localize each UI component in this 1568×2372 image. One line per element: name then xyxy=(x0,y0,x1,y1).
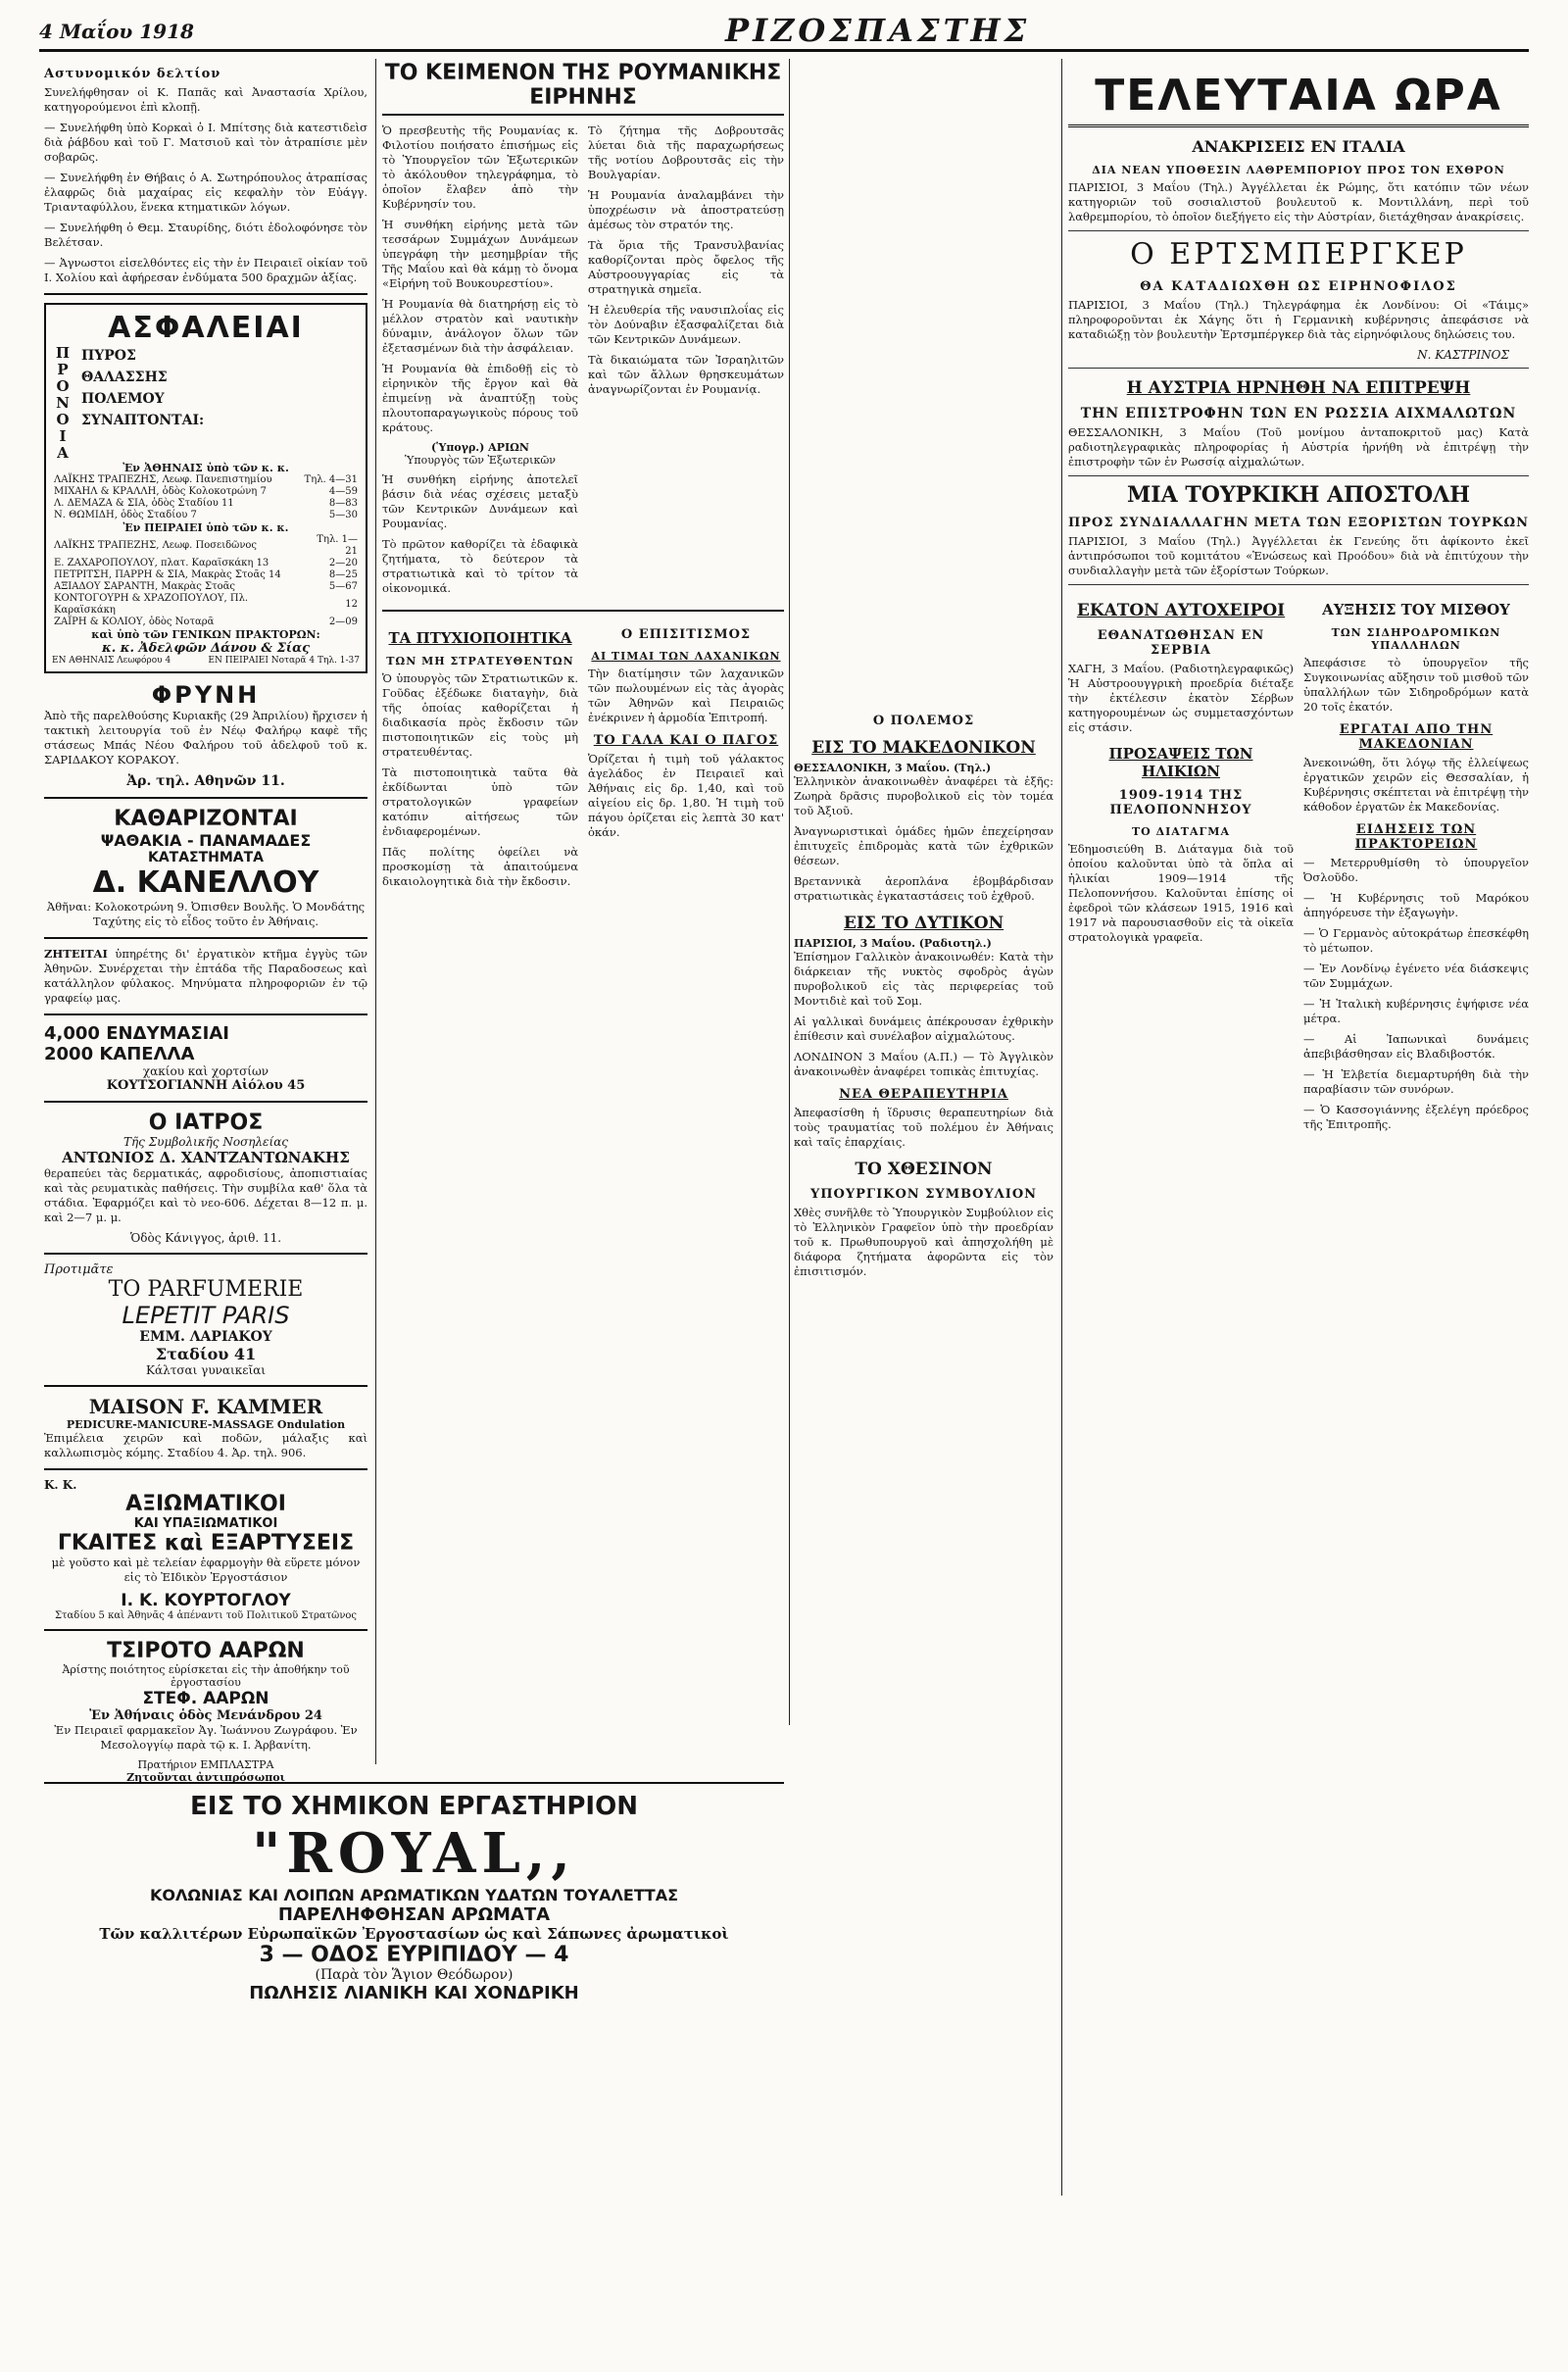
agent-row xyxy=(52,569,360,581)
column-rule xyxy=(375,59,376,1764)
agent-row xyxy=(52,474,360,486)
agents-address: ΕΝ ΑΘΗΝΑΙΣ Λεωφόρου 4 xyxy=(52,656,172,666)
fryni-title: ΦΡΥΝΗ xyxy=(151,681,261,709)
article-paragraph: Ἀνεκοινώθη, ὅτι λόγῳ τῆς ἐλλείψεως ἐργατικῶν χειρῶν εἰς Θεσσαλίαν, ἡ Κυβέρνησις σκέπτεται νὰ ἐπιτρέψῃ τὴν κάθοδον ἐργατῶν ἐκ Μακεδονίας. xyxy=(1303,756,1529,814)
supply-title: Ο ΕΠΙΣΙΤΙΣΜΟΣ xyxy=(620,627,752,642)
agent-phone: 8—25 xyxy=(328,569,358,580)
war-section-title: Ο ΠΟΛΕΜΟΣ xyxy=(872,714,975,728)
divider xyxy=(1068,230,1529,231)
tsiroto-title: ΤΣΙΡΟΤΟ ΑΑΡΩΝ xyxy=(107,1639,305,1663)
divider xyxy=(44,1782,784,1784)
royal-sales: ΠΩΛΗΣΙΣ ΛΙΑΝΙΚΗ ΚΑΙ ΧΟΝΔΡΙΚΗ xyxy=(249,1983,579,2003)
news-item: — Αἱ Ἰαπωνικαὶ δυνάμεις ἀπεβιβάσθησαν εἰς Βλαδιβοστόκ. xyxy=(1303,1032,1529,1061)
article-paragraph: Ἡ Ρουμανία θὰ διατηρήσῃ εἰς τὸ μέλλον στρατὸν καὶ ναυτικὴν δύναμιν, ἀνάλογον ὅλων τῶν ἐξετασμένων διὰ τὴν ἀσφάλειαν. xyxy=(382,297,578,355)
agent-phone: Τηλ. 1—21 xyxy=(317,534,358,557)
royal-address: 3 — ΟΔΟΣ ΕΥΡΙΠΙΔΟΥ — 4 xyxy=(259,1943,569,1967)
divider xyxy=(44,797,368,799)
divider xyxy=(1068,368,1529,369)
signature: (Ὑπογρ.) ΑΡΙΩΝ xyxy=(431,441,529,454)
doctor-name: ΑΝΤΩΝΙΟΣ Δ. ΧΑΝΤΖΑΝΤΩΝΑΚΗΣ xyxy=(62,1149,350,1166)
agent-name: ΛΑΪΚΗΣ ΤΡΑΠΕΖΗΣ, Λεωφ. Πανεπιστημίου xyxy=(54,474,272,485)
turkish-mission-subtitle: ΠΡΟΣ ΣΥΝΔΙΑΛΛΑΓΗΝ ΜΕΤΑ ΤΩΝ ΕΞΟΡΙΣΤΩΝ ΤΟΥΡΚΩΝ xyxy=(1068,516,1530,530)
insurance-type: ΠΟΛΕΜΟΥ xyxy=(81,391,165,407)
piraeus-agents xyxy=(52,534,360,628)
lower-articles xyxy=(382,619,784,895)
column-rule xyxy=(1061,59,1062,2196)
author-signature: Ν. ΚΑΣΤΡΙΝΟΣ xyxy=(1417,348,1509,362)
cabinet-subtitle: ΥΠΟΥΡΓΙΚΟΝ ΣΥΜΒΟΥΛΙΟΝ xyxy=(809,1187,1038,1202)
insurance-type: ΠΥΡΟΣ xyxy=(81,348,136,364)
general-agents-name: κ. κ. Ἀδελφῶν Δάνου & Σίας xyxy=(101,641,311,656)
police-report-item: — Συνελήφθη ὁ Θεμ. Σταυρίδης, διότι ἐδολοφόνησε τὸν Βελέτσαν. xyxy=(44,221,368,249)
cleaning-subtitle: ΨΑΘΑΚΙΑ - ΠΑΝΑΜΑΔΕΣ xyxy=(100,831,312,850)
news-pair xyxy=(1068,591,1529,1138)
news-item: — Ἡ Ἑλβετία διεμαρτυρήθη διὰ τὴν παραβίασιν τῶν συνόρων. xyxy=(1303,1067,1529,1096)
kourtoglou-name: Ι. Κ. ΚΟΥΡΤΟΓΛΟΥ xyxy=(121,1591,291,1610)
kanellou-name: Δ. ΚΑΝΕΛΛΟΥ xyxy=(92,865,319,900)
general-agents-heading: καὶ ὑπὸ τῶν ΓΕΝΙΚΩΝ ΠΡΑΚΤΟΡΩΝ: xyxy=(91,628,320,641)
article-paragraph: Ἀπεφασίσθη ἡ ἵδρυσις θεραπευτηρίων διὰ τοὺς τραυματίας τοῦ πολέμου ἐν Ἀθήναις καὶ ταῖς ἐπαρχίαις. xyxy=(794,1106,1054,1149)
athens-heading: Ἐν ἈΘΗΝΑΙΣ ὑπὸ τῶν κ. κ. xyxy=(122,462,289,474)
article-paragraph: Τὴν διατίμησιν τῶν λαχανικῶν τῶν πωλουμένων εἰς τὰς ἀγορὰς τῶν Ἀθηνῶν καὶ Πειραιῶς ἐνέκρινεν ἡ ἀρμοδία Ἐπιτροπή. xyxy=(588,667,784,724)
decree-heading: ΤΟ ΔΙΑΤΑΓΜΑ xyxy=(1131,825,1231,838)
main-article-right xyxy=(588,124,784,602)
article-paragraph: ΧΑΓΗ, 3 Μαΐου. (Ραδιοτηλεγραφικῶς) Ἡ Αὐστροουγγρικὴ προεδρία διέταξε τὴν ἐκτέλεσιν ἑκατὸν Σέρβων κατηγορουμένων ὡς συμμετασχόντων εἰς στάσιν. xyxy=(1068,662,1294,734)
article-paragraph: Ἀπεφάσισε τὸ ὑπουργεῖον τῆς Συγκοινωνίας αὔξησιν τοῦ μισθοῦ τῶν ὑπαλλήλων τῶν Σιδηροδρόμων κατὰ 20 τοῖς ἑκατόν. xyxy=(1303,656,1529,714)
article-paragraph: ΘΕΣΣΑΛΟΝΙΚΗ, 3 Μαΐου (Τοῦ μονίμου ἀνταποκριτοῦ μας) Κατὰ ραδιοτηλεγραφικὰς πληροφορίας ἡ Αὐστρία ἠρνήθη νὰ ἐπιτρέψῃ τὴν ἐπιστροφὴν τῶν ἐν Ρωσσίᾳ αἰχμαλώτων. xyxy=(1068,425,1529,469)
pronoia-letter: Ο xyxy=(56,377,70,395)
divider xyxy=(44,937,368,939)
column-war xyxy=(794,706,1054,2372)
royal-line-1: ΕΙΣ ΤΟ ΧΗΜΙΚΟΝ ΕΡΓΑΣΤΗΡΙΟΝ xyxy=(190,1792,638,1821)
salary-subtitle: ΤΩΝ ΣΙΔΗΡΟΔΡΟΜΙΚΩΝ ΥΠΑΛΛΗΛΩΝ xyxy=(1331,626,1501,652)
agent-name: ΚΟΝΤΟΓΟΥΡΗ & ΧΡΑΖΟΠΟΥΛΟΥ, Πλ. Καραϊσκάκη xyxy=(54,593,249,616)
aaron-address: Ἐν Ἀθήναις ὁδὸς Μενάνδρου 24 xyxy=(89,1708,322,1723)
royal-ad xyxy=(44,1774,784,2147)
italy-inquiry-title: ΑΝΑΚΡΙΣΕΙΣ ΕΝ ΙΤΑΛΙΑ xyxy=(1192,137,1405,156)
salary-title: ΑΥΞΗΣΙΣ ΤΟΥ ΜΙΣΘΟΥ xyxy=(1322,601,1510,618)
signature-title: Ὑπουργὸς τῶν Ἐξωτερικῶν xyxy=(405,454,556,467)
article-paragraph: Τὰ δικαιώματα τῶν Ἰσραηλιτῶν καὶ τῶν ἄλλων θρησκευμάτων ἀναγνωρίζονται ἐν Ρουμανίᾳ. xyxy=(588,353,784,396)
age-classes-title: ΠΡΟΣΑΨΕΙΣ ΤΩΝ ΗΛΙΚΙΩΝ xyxy=(1108,745,1253,780)
turkish-mission-title: ΜΙΑ ΤΟΥΡΚΙΚΗ ΑΠΟΣΤΟΛΗ xyxy=(1126,482,1471,508)
agent-phone: 5—67 xyxy=(328,581,358,592)
article-paragraph: Ἡ Ρουμανία ἀναλαμβάνει τὴν ὑποχρέωσιν νὰ ἀποστρατεύσῃ ἀμέσως τὸν στρατόν της. xyxy=(588,188,784,231)
agent-name: ΛΑΪΚΗΣ ΤΡΑΠΕΖΗΣ, Λεωφ. Ποσειδῶνος xyxy=(54,540,258,551)
milk-title: ΤΟ ΓΑΛΑ ΚΑΙ Ο ΠΑΓΟΣ xyxy=(593,733,779,748)
pronoia-block xyxy=(52,345,360,462)
divider xyxy=(44,1253,368,1255)
article-paragraph: Τὰ ὅρια τῆς Τρανσυλβανίας καθορίζονται πρὸς ὄφελος τῆς Αὐστροουγγαρίας εἰς τὰ στρατηγικὰ σημεῖα. xyxy=(588,238,784,296)
main-article-left xyxy=(382,124,578,602)
divider xyxy=(1068,475,1529,476)
gaiters-title: ΓΚΑΙΤΕΣ καὶ ΕΞΑΡΤΥΣΕΙΣ xyxy=(57,1531,355,1556)
police-report xyxy=(44,85,368,285)
divider xyxy=(44,1468,368,1470)
agent-row xyxy=(52,510,360,521)
agent-phone: 12 xyxy=(345,599,358,610)
certificates-subtitle: ΤΩΝ ΜΗ ΣΤΡΑΤΕΥΘΕΝΤΩΝ xyxy=(386,655,574,667)
divider xyxy=(44,1629,368,1631)
wanted-title: ΖΗΤΕΙΤΑΙ xyxy=(44,947,108,961)
paper-name: ΡΙΖΟΣΠΑΣΤΗΣ xyxy=(725,12,1031,49)
wanted-ad xyxy=(44,947,368,1006)
article-paragraph: Ἡ Ρουμανία θὰ ἐπιδοθῇ εἰς τὸ εἰρηνικὸν τῆς ἔργον καὶ θὰ ἐπιμείνῃ νὰ ἀναπτύξῃ τοὺς πλουτοπαραγωγικοὺς πόρους τοῦ κράτους. xyxy=(382,362,578,434)
article-paragraph: Τὸ ζήτημα τῆς Δοβρουτσᾶς λύεται διὰ τῆς παραχωρήσεως τῆς νοτίου Δοβρουτσᾶς εἰς τὴν Βουλγαρίαν. xyxy=(588,124,784,181)
maison-subtitle: PEDICURE-MANICURE-MASSAGE Ondulation xyxy=(66,1418,346,1431)
parfumerie-brand: LEPETIT PARIS xyxy=(122,1302,290,1329)
agent-phone: 2—09 xyxy=(328,617,358,627)
news-item: — Ἡ Κυβέρνησις τοῦ Μαρόκου ἀπηγόρευσε τὴν ἐξαγωγὴν. xyxy=(1303,891,1529,919)
agent-phone: 8—83 xyxy=(328,498,358,509)
agent-name: Ν. ΘΩΜΙΔΗ, ὁδὸς Σταδίου 7 xyxy=(54,510,197,520)
article-paragraph: Ἀναγνωριστικαὶ ὁμάδες ἡμῶν ἐπεχείρησαν ἐπιτυχεῖς ἐπιδρομὰς κατὰ τῶν ἐχθρικῶν θέσεων. xyxy=(794,824,1054,867)
erzberger-title: Ο ΕΡΤΣΜΠΕΡΓΚΕΡ xyxy=(1130,237,1467,272)
aaron-footer-2: Ζητοῦνται ἀντιπρόσωποι xyxy=(126,1771,285,1784)
fryni-text: Ἀπὸ τῆς παρελθούσης Κυριακῆς (29 Ἀπριλίου) ἤρχισεν ἡ τακτικὴ λειτουργία τοῦ ἐν Νέῳ Φαλήρῳ καφὲ τῆς στάσεως Μπάς Νέου Φαλήρου τοῦ ἀδελφοῦ τοῦ κ. ΣΑΡΙΔΑΚΟΥ ΚΟΡΑΚΟΥ. xyxy=(44,709,368,766)
agent-phone: 4—59 xyxy=(328,486,358,497)
article-paragraph: Χθὲς συνῆλθε τὸ Ὑπουργικὸν Συμβούλιον εἰς τὸ Ἑλληνικὸν Γραφεῖον ὑπὸ τὴν προεδρίαν τοῦ κ. Πρωθυπουργοῦ καὶ ἀπησχολήθη μὲ διάφορα ζητήματα ἀφορῶντα εἰς τὸν ἐπισιτισμόν. xyxy=(794,1206,1054,1278)
article-paragraph: ΠΑΡΙΣΙΟΙ, 3 Μαΐου (Τηλ.) Ἀγγέλλεται ἐκ Ρώμης, ὅτι κατόπιν τῶν νέων κατηγοριῶν τοῦ σοσιαλιστοῦ βουλευτοῦ κ. Μοντιλλάνη, περὶ τοῦ λαθρεμπορίου, τὸ ὁποῖον διεξήγετο εἰς τὴν Αὐστρίαν, διετάχθησαν ἀνακρίσεις. xyxy=(1068,180,1529,223)
agent-row xyxy=(52,498,360,510)
article-paragraph: Ἐπίσημον Γαλλικὸν ἀνακοινωθέν: Κατὰ τὴν διάρκειαν τῆς νυκτὸς σφοδρὸς ἀγὼν πυροβολικοῦ εἰς τὰς περιφερείας τοῦ Μοντιδιὲ καὶ τοῦ Σομ. xyxy=(794,950,1054,1008)
article-paragraph: Τὰ πιστοποιητικὰ ταῦτα θὰ ἐκδίδωνται ὑπὸ τῶν στρατολογικῶν γραφείων κατόπιν αἰτήσεως τῶν ἐνδιαφερομένων. xyxy=(382,766,578,838)
royal-brand: "ROYAL,, xyxy=(252,1821,576,1886)
prefer-label: Προτιμᾶτε xyxy=(44,1262,114,1277)
divider xyxy=(382,610,784,612)
article-paragraph: Ἑλληνικὸν ἀνακοινωθὲν ἀναφέρει τὰ ἑξῆς: Ζωηρὰ δρᾶσις πυροβολικοῦ εἰς τὸν τομέα τοῦ Ἀξιοῦ. xyxy=(794,774,1054,817)
tsiroto-text: Ἀρίστης ποιότητος εὑρίσκεται εἰς τὴν ἀποθήκην τοῦ ἐργοστασίου xyxy=(62,1663,350,1689)
agent-phone: 5—30 xyxy=(328,510,358,520)
column-rule xyxy=(789,59,790,1725)
agents-address: ΕΝ ΠΕΙΡΑΙΕΙ Νοταρᾶ 4 Τηλ. 1-37 xyxy=(208,656,360,666)
royal-address-note: (Παρὰ τὸν Ἅγιον Θεόδωρον) xyxy=(315,1967,514,1983)
divider xyxy=(44,293,368,295)
koutsogianni: ΚΟΥΤΣΟΓΙΑΝΝΗ Αἰόλου 45 xyxy=(106,1078,306,1093)
hospitals-title: ΝΕΑ ΘΕΡΑΠΕΥΤΗΡΙΑ xyxy=(839,1087,1008,1102)
officers-title: ΑΞΙΩΜΑΤΙΚΟΙ xyxy=(125,1492,286,1516)
athens-agents xyxy=(52,474,360,521)
police-report-item: Συνελήφθησαν οἱ Κ. Παπᾶς καὶ Ἀναστασία Χρίλου, κατηγορούμενοι ἐπὶ κλοπῇ. xyxy=(44,85,368,114)
agent-name: Ε. ΖΑΧΑΡΟΠΟΥΛΟΥ, πλατ. Καραϊσκάκη 13 xyxy=(54,558,270,568)
article-paragraph: Ὁ πρεσβευτὴς τῆς Ρουμανίας κ. Φιλοτίου ποιήσατο ἐπισήμως εἰς τὸ Ὑπουργεῖον τῶν Ἐξωτερικῶν τὸ ἀκόλουθον τηλεγράφημα, τὸ ὁποῖον ἔλαβεν ἀπὸ τὴν Κυβέρνησίν του. xyxy=(382,124,578,211)
article-paragraph: Ἡ συνθήκη εἰρήνης μετὰ τῶν τεσσάρων Συμμάχων Δυνάμεων ὑπεγράφη τὴν μεσημβρίαν τῆς Τῆς Μαΐου καὶ θὰ κάμῃ τὸ ὄνομα «Εἰρήνη τοῦ Βουκουρεστίου». xyxy=(382,218,578,290)
pronoia-vertical xyxy=(52,345,74,462)
news-item: — Ὁ Κασσογιάννης ἐξελέγη πρόεδρος τῆς Ἐπιτροπῆς. xyxy=(1303,1103,1529,1131)
supply-article xyxy=(588,619,784,895)
doctor-address: Ὁδὸς Κάνιγγος, ἀριθ. 11. xyxy=(129,1231,282,1245)
serbia-title: ΕΚΑΤΟΝ ΑΥΤΟΧΕΙΡΟΙ xyxy=(1076,601,1286,620)
article-paragraph: Ὁρίζεται ἡ τιμὴ τοῦ γάλακτος ἀγελάδος ἐν Πειραιεῖ καὶ Ἀθήναις εἰς δρ. 1,40, καὶ τοῦ αἰγείου εἰς δρ. 1,80. Ἡ τιμὴ τοῦ πάγου ὁρίζεται εἰς λεπτὰ 30 κατ' ὀκάν. xyxy=(588,752,784,839)
cleaning-title: ΚΑΘΑΡΙΖΟΝΤΑΙ xyxy=(114,807,298,831)
article-paragraph: Τὸ πρῶτον καθορίζει τὰ ἐδαφικὰ ζητήματα, τὸ δεύτερον τὰ στρατιωτικὰ καὶ τὸ τρίτον τὰ οἰκονομικά. xyxy=(382,537,578,595)
agent-name: ΖΑΪΡΗ & ΚΟΛΙΟΥ, ὁδὸς Νοταρᾶ xyxy=(54,617,215,627)
agent-row xyxy=(52,534,360,558)
latest-hour-title: ΤΕΛΕΥΤΑΙΑ ΩΡΑ xyxy=(1068,71,1529,127)
fryni-phone: Ἀρ. τηλ. Αθηνῶν 11. xyxy=(126,773,285,789)
article-paragraph: Ἡ ἐλευθερία τῆς ναυσιπλοΐας εἰς τὸν Δούναβιν ἐξασφαλίζεται διὰ τῶν Κεντρικῶν Δυνάμεων. xyxy=(588,303,784,346)
insurance-title: ΑΣΦΑΛΕΙΑΙ xyxy=(108,311,304,345)
article-paragraph: Πᾶς πολίτης ὀφείλει νὰ προσκομίσῃ τὰ ἀπαιτούμενα δικαιολογητικὰ διὰ τὴν ἔκδοσιν. xyxy=(382,845,578,888)
agent-row xyxy=(52,593,360,617)
certificates-article xyxy=(382,619,578,895)
news-item: — Μετερρυθμίσθη τὸ ὑπουργεῖον Ὀσλοῦδο. xyxy=(1303,856,1529,884)
insurance-type: ΘΑΛΑΣΣΗΣ xyxy=(81,370,168,385)
main-article xyxy=(382,124,784,602)
cleaning-subtitle-2: ΚΑΤΑΣΤΗΜΑΤΑ xyxy=(147,850,265,865)
doctor-text: θεραπεύει τὰς δερματικάς, αφροδισίους, ἀποπιστιαίας καὶ τὰς ρευματικὰς παθήσεις. Τὴν συμβίλα καθ' ὅλα τὰ στάδια. Ἐφαρμόζει καὶ τὸ νεο-606. Δέχεται 8—12 π. μ. καὶ 2—7 μ. μ. xyxy=(44,1166,368,1224)
cabinet-title: ΤΟ ΧΘΕΣΙΝΟΝ xyxy=(855,1160,993,1179)
maison-title: MAISON F. KAMMER xyxy=(88,1395,323,1418)
police-report-item: — Ἀγνωστοι εἰσελθόντες εἰς τὴν ἐν Πειραιεῖ οἰκίαν τοῦ Ι. Χολίου καὶ ἀφήρεσαν ἐνδύματα 500 δραχμῶν ἀξίας. xyxy=(44,256,368,284)
wanted-text: ὑπηρέτης δι' ἐργατικὸν κτῆμα ἐγγὺς τῶν Ἀθηνῶν. Συνέρχεται τὴν ἐπτάδα τῆς Παραδοσεως καὶ κατάλληλον φύλακος. Μηνύματα πληροφοριῶν ἐν τῷ γραφείῳ μας. xyxy=(44,947,368,1005)
doctor-title: Ο ΙΑΤΡΟΣ xyxy=(148,1111,264,1135)
insurance-ad xyxy=(44,303,368,673)
certificates-title: ΤΑ ΠΤΥΧΙΟΠΟΙΗΤΙΚΑ xyxy=(388,629,572,647)
agent-row xyxy=(52,558,360,569)
article-paragraph: ΛΟΝΔΙΝΟΝ 3 Μαΐου (Α.Π.) — Τὸ Ἀγγλικὸν ἀνακοινωθὲν ἀναφέρει τοπικὰς ἐπιτυχίας. xyxy=(794,1050,1054,1078)
article-paragraph: Ὁ ὑπουργὸς τῶν Στρατιωτικῶν κ. Γοῦδας ἐξέδωκε διαταγὴν, διὰ τῆς ὁποίας καθορίζεται ἡ διαδικασία πρὸς ἔκδοσιν τῶν πιστοποιητικῶν εἰς τοὺς μὴ στρατευθέντας. xyxy=(382,671,578,759)
macedonian-front-title: ΕΙΣ ΤΟ ΜΑΚΕΔΟΝΙΚΟΝ xyxy=(811,738,1036,758)
age-classes-subtitle: 1909-1914 ΤΗΣ ΠΕΛΟΠΟΝΝΗΣΟΥ xyxy=(1109,788,1252,817)
divider xyxy=(44,1013,368,1015)
kanellou-text: Ἀθῆναι: Κολοκοτρώνη 9. Ὀπισθεν Βουλῆς. Ὁ Μονδάτης Ταχύτης εἰς τὸ εἶδος τοῦτο ἐν Ἀθήναις. xyxy=(46,900,366,928)
masthead xyxy=(39,14,1529,52)
aaron-name: ΣΤΕΦ. ΑΑΡΩΝ xyxy=(142,1689,270,1708)
issue-date: 4 Μαΐου 1918 xyxy=(39,20,194,43)
police-report-item: — Συνελήφθη ἐν Θήβαις ὁ Α. Σωτηρόπουλος ἀτραπίσας ἐλαφρῶς διὰ μαχαίρας εἰς κεφαλὴν τὸν Εὐάγγ. Τριανταφύλλου, ἕνεκα κτηματικῶν λόγων. xyxy=(44,171,368,214)
agent-name: Λ. ΔΕΜΑΖΑ & ΣΙΑ, ὁδὸς Σταδίου 11 xyxy=(54,498,234,509)
agent-phone: 2—20 xyxy=(328,558,358,568)
column-romanian-peace xyxy=(382,59,784,1725)
pronoia-letter: Ρ xyxy=(57,361,69,378)
parfumerie-title: TO PARFUMERIE xyxy=(108,1277,304,1302)
parfumerie-address: Σταδίου 41 xyxy=(155,1345,257,1363)
pronoia-letter: Α xyxy=(57,444,69,462)
divider xyxy=(44,1101,368,1103)
dateline: ΘΕΣΣΑΛΟΝΙΚΗ, 3 Μαΐου. (Τηλ.) xyxy=(794,762,992,774)
clothing-text: χακίου καὶ χορτσίων xyxy=(142,1064,270,1078)
main-headline: ΤΟ ΚΕΙΜΕΝΟΝ ΤΗΣ ΡΟΥΜΑΝΙΚΗΣ ΕΙΡΗΝΗΣ xyxy=(382,61,784,116)
police-report-item: — Συνελήφθη ὑπὸ Κορκαὶ ὁ Ι. Μπίτσης διὰ κατεστιδεὶσ διὰ ῥάβδου καὶ τοῦ Γ. Ματσιοῦ καὶ τὸν ἀτραπίσιε μὲν σοβαρῶς. xyxy=(44,121,368,164)
dateline: ΠΑΡΙΣΙΟΙ, 3 Μαΐου. (Ραδιοτηλ.) xyxy=(794,937,992,950)
kourtoglou-address: Σταδίου 5 καὶ Ἀθηνᾶς 4 ἀπέναντι τοῦ Πολιτικοῦ Στρατῶνος xyxy=(54,1610,358,1621)
pronoia-letter: Ν xyxy=(56,394,70,412)
news-item: — Ὁ Γερμανὸς αὐτοκράτωρ ἐπεσκέφθη τὸ μέτωπον. xyxy=(1303,926,1529,955)
agent-name: ΑΞΙΑΔΟΥ ΣΑΡΑΝΤΗ, Μακρὰς Στοᾶς xyxy=(54,581,235,592)
aaron-footer: Πρατήριον ΕΜΠΛΑΣΤΡΑ xyxy=(137,1758,274,1771)
agency-news-title: ΕΙΔΗΣΕΙΣ ΤΩΝ ΠΡΑΚΤΟΡΕΙΩΝ xyxy=(1354,822,1478,852)
article-paragraph: ΠΑΡΙΣΙΟΙ, 3 Μαΐου (Τηλ.) Τηλεγράφημα ἐκ Λονδίνου: Οἱ «Τάιμς» πληροφοροῦνται ἐκ Χάγης ὅτι ἡ Γερμανικὴ κυβέρνησις ἀπεφάσισε νὰ καταδιώξῃ τὸν βουλευτὴν Ἐρτσμπέργκερ διὰ τὰς εἰρηνόφιλους δηλώσεις του. xyxy=(1068,298,1529,341)
general-agents-addresses xyxy=(52,656,360,666)
agent-row xyxy=(52,486,360,498)
agent-row xyxy=(52,581,360,593)
supply-subtitle: ΑΙ ΤΙΜΑΙ ΤΩΝ ΛΑΧΑΝΙΚΩΝ xyxy=(591,650,781,663)
article-paragraph: Ἡ συνθήκη εἰρήνης ἀποτελεῖ βάσιν διὰ νέας σχέσεις μεταξὺ τῶν Κεντρικῶν Δυνάμεων καὶ Ρουμανίας. xyxy=(382,472,578,530)
news-item: — Ἡ Ἰταλικὴ κυβέρνησις ἐψήφισε νέα μέτρα. xyxy=(1303,997,1529,1025)
article-paragraph: Αἱ γαλλικαὶ δυνάμεις ἀπέκρουσαν ἐχθρικὴν ἐπίθεσιν καὶ συνέλαβον αἰχμαλώτους. xyxy=(794,1014,1054,1043)
doctor-subtitle: Τῆς Συμβολικῆς Νοσηλείας xyxy=(122,1135,289,1149)
insurance-types xyxy=(74,345,360,462)
parfumerie-owner: ΕΜΜ. ΛΑΡΙΑΚΟΥ xyxy=(139,1329,272,1345)
western-front-title: ΕΙΣ ΤΟ ΔΥΤΙΚΟΝ xyxy=(843,914,1004,933)
royal-line-3: ΚΟΛΩΝΙΑΣ ΚΑΙ ΛΟΙΠΩΝ ΑΡΩΜΑΤΙΚΩΝ ΥΔΑΤΩΝ ΤΟΥΑΛΕΤΤΑΣ xyxy=(149,1886,678,1904)
serbia-article xyxy=(1068,591,1294,1138)
kk-label: Κ. Κ. xyxy=(44,1478,77,1492)
agent-name: ΜΙΧΑΗΛ & ΚΡΑΛΛΗ, ὁδὸς Κολοκοτρώνη 7 xyxy=(54,486,267,497)
pronoia-letter: Π xyxy=(55,344,71,362)
aaron-text: Ἐν Πειραιεῖ φαρμακεῖον Ἀγ. Ἰωάννου Ζωγράφου. Ἐν Μεσολογγίῳ παρὰ τῷ κ. Ι. Ἀρβανίτη. xyxy=(54,1723,358,1752)
royal-line-4: ΠΑΡΕΛΗΦΘΗΣΑΝ ΑΡΩΜΑΤΑ xyxy=(277,1904,551,1925)
news-item: — Ἐν Λονδίνῳ ἐγένετο νέα διάσκεψις τῶν Συμμάχων. xyxy=(1303,962,1529,990)
parfumerie-note: Κάλτσαι γυναικεῖαι xyxy=(146,1363,266,1377)
salary-article xyxy=(1303,591,1529,1138)
hats-line: 2000 ΚΑΠΕΛΛΑ xyxy=(44,1044,195,1064)
pronoia-letter: Ι xyxy=(59,427,67,445)
pronoia-letter: Ο xyxy=(56,411,70,428)
clothing-line: 4,000 ΕΝΔΥΜΑΣΙΑΙ xyxy=(44,1023,229,1044)
piraeus-heading: Ἐν ΠΕΙΡΑΙΕΙ ὑπὸ τῶν κ. κ. xyxy=(122,521,289,534)
royal-line-5: Τῶν καλλιτέρων Εὐρωπαϊκῶν Ἐργοστασίων ὡς καὶ Σάπωνες ἀρωματικοὶ xyxy=(99,1925,729,1943)
police-report-title: Αστυνομικόν δελτίον xyxy=(44,67,221,81)
divider xyxy=(1068,584,1529,585)
serbia-subtitle: ΕΘΑΝΑΤΩΘΗΣΑΝ ΕΝ ΣΕΡΒΙΑ xyxy=(1097,628,1265,658)
article-paragraph: Ἐδημοσιεύθη Β. Διάταγμα διὰ τοῦ ὁποίου καλοῦνται ὑπὸ τὰ ὅπλα αἱ ἡλικίαι 1909—1914 τῆς Πελοποννήσου. Καλοῦνται ἐπίσης οἱ ἐφεδροὶ τῶν κλάσεων 1915, 1916 καὶ 1917 νὰ παρουσιασθοῦν εἰς τὰ οἰκεῖα στρατολογικὰ γραφεῖα. xyxy=(1068,842,1294,944)
divider xyxy=(44,1385,368,1387)
italy-inquiry-subtitle: ΔΙΑ ΝΕΑΝ ΥΠΟΘΕΣΙΝ ΛΑΘΡΕΜΠΟΡΙΟΥ ΠΡΟΣ ΤΟΝ ΕΧΘΡΟΝ xyxy=(1092,164,1505,176)
erzberger-subtitle: ΘΑ ΚΑΤΑΔΙΩΧΘΗ ΩΣ ΕΙΡΗΝΟΦΙΛΟΣ xyxy=(1140,279,1457,294)
workers-title: ΕΡΓΑΤΑΙ ΑΠΟ ΤΗΝ ΜΑΚΕΔΟΝΙΑΝ xyxy=(1339,722,1494,752)
column-ads xyxy=(44,59,368,1784)
maison-text: Ἐπιμέλεια χειρῶν καὶ ποδῶν, μάλαξις καὶ καλλωπισμὸς κόμης. Σταδίου 4. Ἀρ. τηλ. 906. xyxy=(44,1431,368,1459)
insurance-type: ΣΥΝΑΠΤΟΝΤΑΙ: xyxy=(81,413,205,428)
agent-name: ΠΕΤΡΙΤΣΗ, ΠΑΡΡΗ & ΣΙΑ, Μακρὰς Στοᾶς 14 xyxy=(54,569,281,580)
officers-subtitle: ΚΑΙ ΥΠΑΞΙΩΜΑΤΙΚΟΙ xyxy=(133,1516,278,1531)
agent-row xyxy=(52,617,360,628)
column-latest-news xyxy=(1068,69,1529,2205)
agent-phone: Τηλ. 4—31 xyxy=(304,474,358,485)
article-paragraph: Βρεταννικὰ ἀεροπλάνα ἐβομβάρδισαν στρατιωτικὰς ἐγκαταστάσεις τοῦ ἐχθροῦ. xyxy=(794,874,1054,903)
austria-title: Η ΑΥΣΤΡΙΑ ΗΡΝΗΘΗ ΝΑ ΕΠΙΤΡΕΨΗ xyxy=(1126,378,1471,398)
austria-subtitle: ΤΗΝ ΕΠΙΣΤΡΟΦΗΝ ΤΩΝ ΕΝ ΡΩΣΣΙΑ ΑΙΧΜΑΛΩΤΩΝ xyxy=(1080,406,1517,421)
gaiters-text: μὲ γοῦστο καὶ μὲ τελείαν ἐφαρμογὴν θὰ εὕρετε μόνον εἰς τὸ ἘΙδικὸν Ἐργοστάσιον xyxy=(51,1556,361,1584)
article-paragraph: ΠΑΡΙΣΙΟΙ, 3 Μαΐου (Τηλ.) Ἀγγέλλεται ἐκ Γενεύης ὅτι ἀφίκοντο ἐκεῖ ἀντιπρόσωποι τοῦ κομιτάτου «Ἑνώσεως καὶ Προόδου» διὰ νὰ ἐπιτύχουν τὴν συνδιαλλαγὴν μετὰ τῶν ἐξορίστων Τούρκων. xyxy=(1068,534,1529,577)
